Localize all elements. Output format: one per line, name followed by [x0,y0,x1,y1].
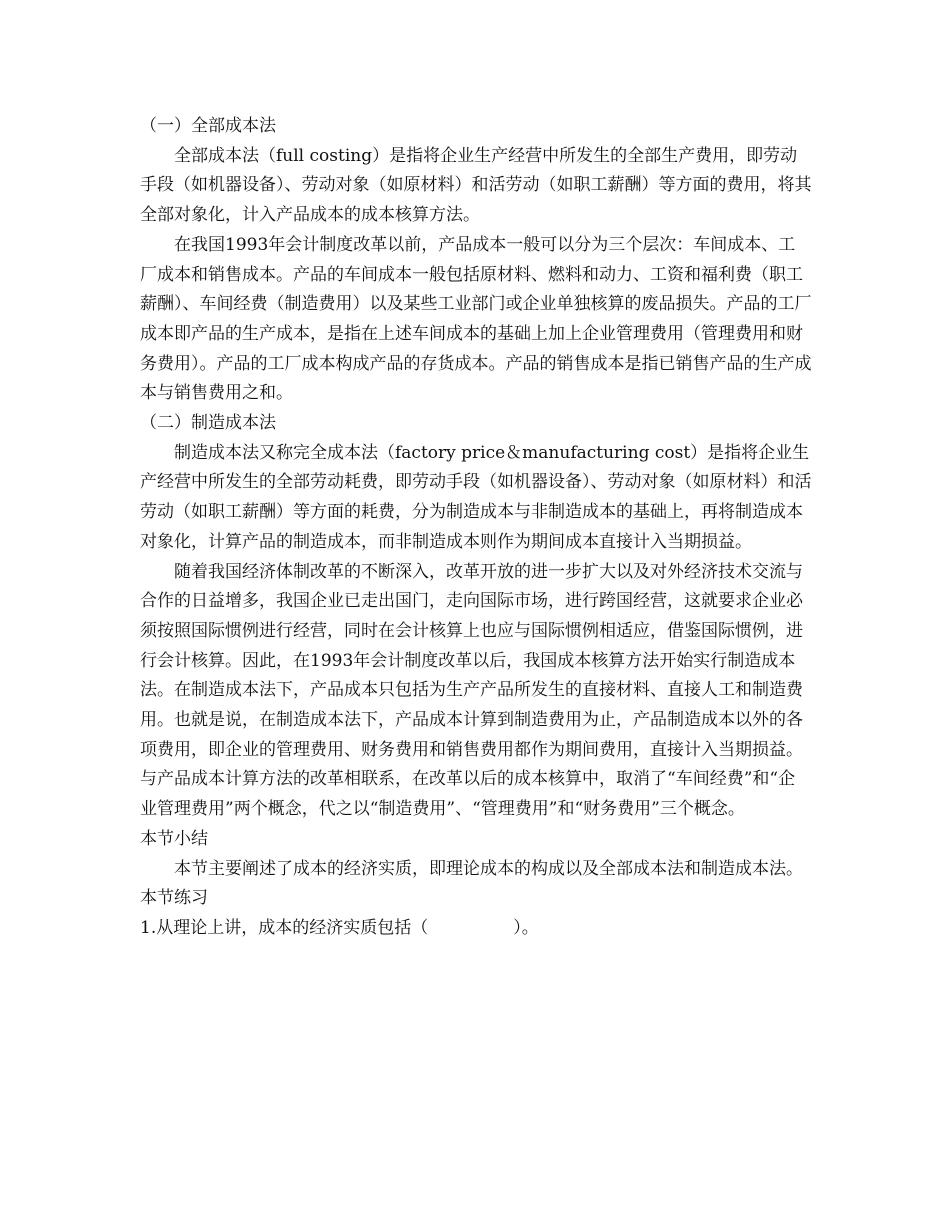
paragraph-summary: 本节主要阐述了成本的经济实质，即理论成本的构成以及全部成本法和制造成本法。 [174,858,803,879]
exercise-question-1: 1.从理论上讲，成本的经济实质包括（ ）。 [140,917,539,938]
paragraph-full-costing-definition: 全部成本法（full costing）是指将企业生产经营中所发生的全部生产费用，即劳动手段（如机器设备）、劳动对象（如原材料）和活劳动（如职工薪酬）等方面的费用，将其全部对象化，计入产品成本的成本核算方法。 [140,145,812,226]
section-heading-summary: 本节小结 [140,828,208,849]
document-body [140,112,812,944]
section-heading-manufacturing-costing: （二）制造成本法 [140,413,276,434]
section-heading-exercises: 本节练习 [140,888,208,909]
paragraph-manufacturing-costing-definition: 制造成本法又称完全成本法（factory price＆manufacturing cost）是指将企业生产经营中所发生的全部劳动耗费，即劳动手段（如机器设备）、劳动对象（如原材料）和活劳动（如职工薪酬）等方面的耗费，分为制造成本与非制造成本的基础上，再将制造成本对象化，计算产品的制造成本，而非制造成本则作为期间成本直接计入当期损益。 [140,442,812,552]
section-heading-full-costing: （一）全部成本法 [140,116,276,136]
paragraph-reform-history: 随着我国经济体制改革的不断深入，改革开放的进一步扩大以及对外经济技术交流与合作的日益增多，我国企业已走出国门，走向国际市场，进行跨国经营，这就要求企业必须按照国际惯例进行经营，同时在会计核算上也应与国际惯例相适应，借鉴国际惯例，进行会计核算。因此，在1993年会计制度改革以后，我国成本核算方法开始实行制造成本法。在制造成本法下，产品成本只包括为生产产品所发生的直接材料、直接人工和制造费用。也就是说，在制造成本法下，产品成本计算到制造费用为止，产品制造成本以外的各项费用，即企业的管理费用、财务费用和销售费用都作为期间费用，直接计入当期损益。与产品成本计算方法的改革相联系，在改革以后的成本核算中，取消了“车间经费”和“企业管理费用”两个概念，代之以“制造费用”、“管理费用”和“财务费用”三个概念。 [140,561,803,820]
paragraph-cost-levels: 在我国1993年会计制度改革以前，产品成本一般可以分为三个层次：车间成本、工厂成本和销售成本。产品的车间成本一般包括原材料、燃料和动力、工资和福利费（职工薪酬）、车间经费（制造费用）以及某些工业部门或企业单独核算的废品损失。产品的工厂成本即产品的生产成本，是指在上述车间成本的基础上加上企业管理费用（管理费用和财务费用）。产品的工厂成本构成产品的存货成本。产品的销售成本是指已销售产品的生产成本与销售费用之和。 [140,234,812,404]
